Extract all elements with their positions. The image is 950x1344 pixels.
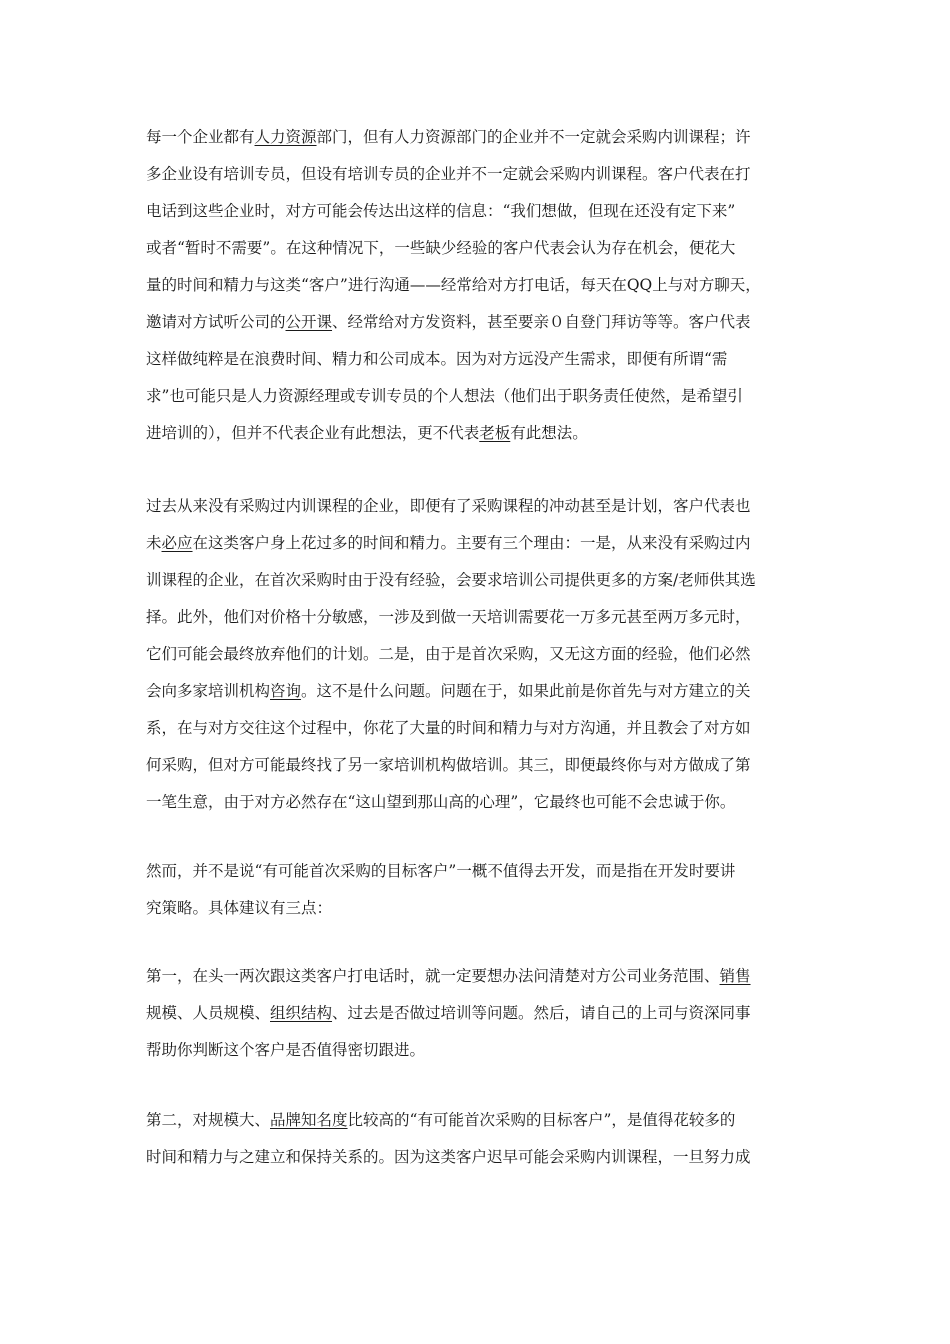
text-segment: 它们可能会最终放弃他们的计划。二是，由于是首次采购，又无这方面的经验，他们必然 <box>146 645 751 663</box>
paragraph-1 <box>146 119 826 452</box>
text-line <box>146 415 826 452</box>
text-segment: 、经常给对方发资料，甚至要亲０自登门拜访等等。客户代表 <box>332 313 751 331</box>
text-segment: 过去从来没有采购过内训课程的企业，即便有了采购课程的冲动甚至是计划，客户代表也 <box>146 497 751 515</box>
text-line <box>146 853 826 890</box>
text-line <box>146 1102 826 1139</box>
text-segment: 。这不是什么问题。问题在于，如果此前是你首先与对方建立的关 <box>301 682 751 700</box>
hyperlink[interactable]: 老板 <box>479 424 511 442</box>
text-line <box>146 995 826 1032</box>
text-line <box>146 230 826 267</box>
hyperlink[interactable]: 公开课 <box>285 313 333 331</box>
text-segment: 每一个企业都有 <box>146 128 255 146</box>
text-segment: 多企业设有培训专员，但设有培训专员的企业并不一定就会采购内训课程。客户代表在打 <box>146 165 751 183</box>
text-segment: 帮助你判断这个客户是否值得密切跟进。 <box>146 1041 426 1059</box>
text-line <box>146 710 826 747</box>
text-segment: 电话到这些企业时，对方可能会传达出这样的信息：“我们想做，但现在还没有定下来” <box>146 202 736 220</box>
text-segment: 然而，并不是说“有可能首次采购的目标客户”一概不值得去开发，而是指在开发时要讲 <box>146 862 736 880</box>
hyperlink[interactable]: 销售 <box>719 967 751 985</box>
text-segment: 第一，在头一两次跟这类客户打电话时，就一定要想办法问清楚对方公司业务范围、 <box>146 967 720 985</box>
text-segment: 时间和精力与之建立和保持关系的。因为这类客户迟早可能会采购内训课程，一旦努力成 <box>146 1148 751 1166</box>
text-segment: 求”也可能只是人力资源经理或专训专员的个人想法（他们出于职务责任使然，是希望引 <box>146 387 743 405</box>
text-line <box>146 958 826 995</box>
text-line <box>146 525 826 562</box>
text-segment: 或者“暂时不需要”。在这种情况下，一些缺少经验的客户代表会认为存在机会，便花大 <box>146 239 736 257</box>
text-segment: 第二，对规模大、 <box>146 1111 271 1129</box>
text-line <box>146 304 826 341</box>
hyperlink[interactable]: 必应 <box>161 534 193 552</box>
hyperlink[interactable]: 咨询 <box>270 682 302 700</box>
text-segment: 训课程的企业，在首次采购时由于没有经验，会要求培训公司提供更多的方案/老师供其选 <box>146 571 756 589</box>
paragraph-5 <box>146 1102 826 1176</box>
text-segment: 择。此外，他们对价格十分敏感，一涉及到做一天培训需要花一万多元甚至两万多元时， <box>146 608 751 626</box>
text-line <box>146 562 826 599</box>
text-segment: 在这类客户身上花过多的时间和精力。主要有三个理由：一是，从来没有采购过内 <box>192 534 751 552</box>
text-line <box>146 267 826 304</box>
text-segment: 会向多家培训机构 <box>146 682 271 700</box>
text-segment: 有此想法。 <box>510 424 588 442</box>
hyperlink[interactable]: 人力资源 <box>254 128 317 146</box>
text-line <box>146 784 826 821</box>
text-line <box>146 1032 826 1069</box>
text-segment: 这样做纯粹是在浪费时间、精力和公司成本。因为对方远没产生需求，即便有所谓“需 <box>146 350 728 368</box>
text-segment: 规模、人员规模、 <box>146 1004 271 1022</box>
text-line <box>146 599 826 636</box>
text-segment: 进培训的），但并不代表企业有此想法，更不代表 <box>146 424 480 442</box>
text-segment: 究策略。具体建议有三点： <box>146 899 333 917</box>
text-line <box>146 673 826 710</box>
text-segment: 、过去是否做过培训等问题。然后，请自己的上司与资深同事 <box>332 1004 751 1022</box>
text-segment: 部门，但有人力资源部门的企业并不一定就会采购内训课程；许 <box>316 128 751 146</box>
text-line <box>146 890 826 927</box>
text-line <box>146 193 826 230</box>
text-line <box>146 1139 826 1176</box>
text-line <box>146 156 826 193</box>
text-segment: 量的时间和精力与这类“客户”进行沟通——经常给对方打电话，每天在QQ上与对方聊天， <box>146 276 761 294</box>
text-segment: 比较高的“有可能首次采购的目标客户”，是值得花较多的 <box>347 1111 736 1129</box>
paragraph-2 <box>146 488 826 821</box>
hyperlink[interactable]: 品牌知名度 <box>270 1111 348 1129</box>
text-line <box>146 378 826 415</box>
text-segment: 系，在与对方交往这个过程中，你花了大量的时间和精力与对方沟通，并且教会了对方如 <box>146 719 751 737</box>
paragraph-4 <box>146 958 826 1069</box>
text-segment: 邀请对方试听公司的 <box>146 313 286 331</box>
text-segment: 一笔生意，由于对方必然存在“这山望到那山高的心理”，它最终也可能不会忠诚于你。 <box>146 793 736 811</box>
text-line <box>146 636 826 673</box>
text-line <box>146 341 826 378</box>
text-segment: 何采购，但对方可能最终找了另一家培训机构做培训。其三，即便最终你与对方做成了第 <box>146 756 751 774</box>
text-line <box>146 119 826 156</box>
text-segment: 未 <box>146 534 162 552</box>
hyperlink[interactable]: 组织结构 <box>270 1004 333 1022</box>
paragraph-3 <box>146 853 826 927</box>
text-line <box>146 747 826 784</box>
text-line <box>146 488 826 525</box>
